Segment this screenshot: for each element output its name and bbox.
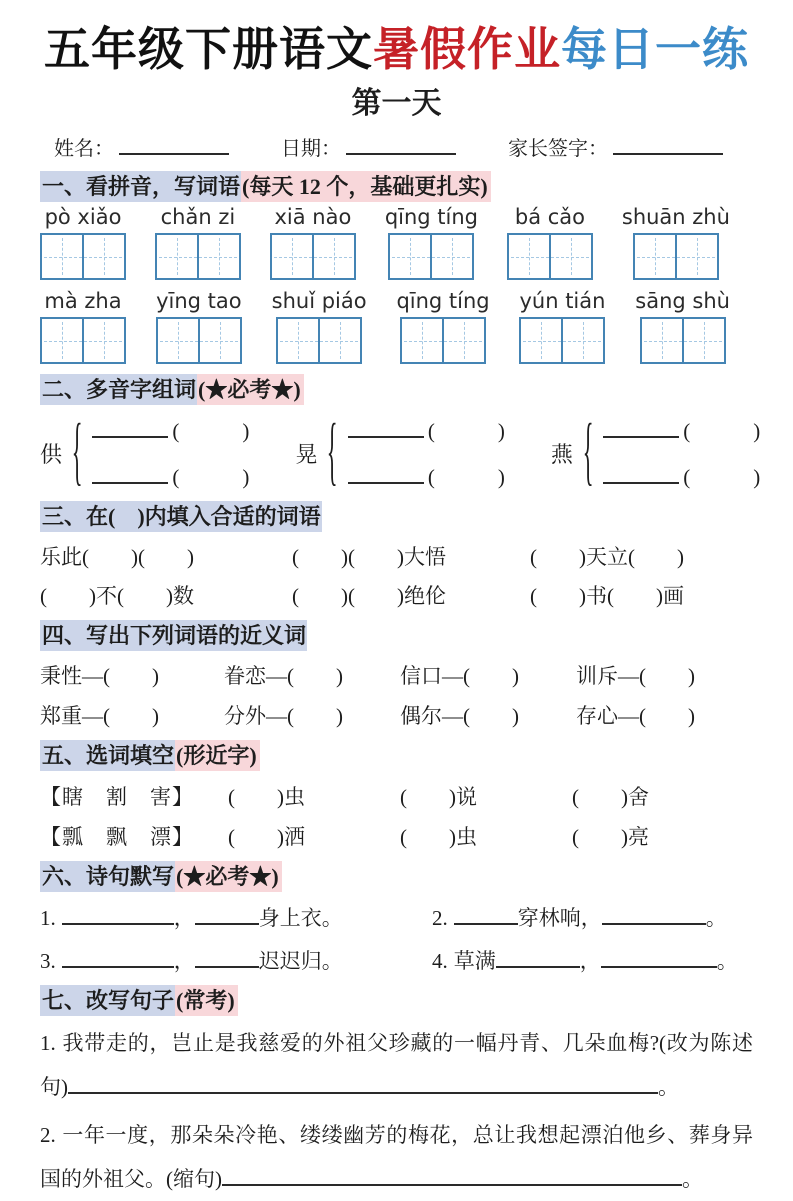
- grid-cell: [158, 319, 200, 362]
- section-2-note: (★必考★): [197, 374, 304, 405]
- answer-line: [603, 415, 760, 445]
- pinyin-word: [519, 290, 605, 364]
- paren-pair: ( ): [172, 419, 250, 444]
- pinyin-word: [635, 290, 730, 364]
- polyphone-row: [40, 409, 761, 494]
- choose-word-item: ( )说: [400, 785, 477, 810]
- writing-grid: [276, 317, 362, 364]
- blank-line: [222, 1171, 682, 1186]
- sentence-end: 。: [682, 1166, 703, 1191]
- synonym-row: [40, 700, 753, 730]
- blank-line: [62, 953, 174, 968]
- pinyin-row-2: [40, 290, 730, 364]
- poem-text: ，: [173, 948, 195, 973]
- grid-cell: [642, 319, 684, 362]
- pinyin-word: [507, 206, 593, 280]
- writing-grid: [400, 317, 486, 364]
- grid-cell: [390, 235, 432, 278]
- section-7-header: [40, 986, 753, 1016]
- title-grade-segment: 五年级下册语文: [44, 23, 373, 75]
- polyphone-lines: [92, 415, 249, 491]
- answer-line: [92, 415, 249, 445]
- blank-line: [68, 1079, 658, 1094]
- blank-line: [601, 953, 717, 968]
- idiom-item: ( )( )大悟: [292, 544, 446, 569]
- pinyin-label: yīng tao: [156, 289, 242, 314]
- item-number: 2.: [40, 1122, 56, 1147]
- synonym-row: [40, 660, 753, 690]
- grid-cell: [272, 235, 314, 278]
- poem-text: ，: [173, 905, 195, 930]
- sentence-text: 一年一度，那朵朵冷艳、缕缕幽芳的梅花，总让我想起漂泊他乡、葬身异国的外祖父。(缩句): [40, 1122, 753, 1191]
- choose-word-item: ( )虫: [400, 825, 477, 850]
- day-subtitle: 第一天: [351, 86, 442, 120]
- item-number: 2.: [432, 905, 448, 930]
- section-5-title: 五、选词填空: [40, 740, 175, 771]
- pinyin-label: bá cǎo: [514, 205, 585, 230]
- pinyin-label: shuān zhù: [621, 205, 730, 230]
- polyphone-group: [40, 409, 250, 494]
- pinyin-word: [396, 290, 489, 364]
- grid-cell: [432, 235, 472, 278]
- brace-glyph: {: [582, 409, 594, 494]
- info-fields: [40, 132, 753, 161]
- blank-line: [496, 953, 580, 968]
- item-number: 3.: [40, 948, 56, 973]
- polyphone-character: 供: [40, 441, 63, 467]
- polyphone-group: [550, 409, 761, 494]
- blank-line: [92, 469, 168, 484]
- section-2-header: [40, 375, 753, 405]
- synonym-item: 信口—( ): [400, 664, 519, 689]
- paren-pair: ( ): [683, 465, 761, 490]
- poem-text: 身上衣。: [258, 905, 343, 930]
- writing-grid: [40, 317, 126, 364]
- pinyin-word: [622, 206, 730, 280]
- pinyin-word: [40, 290, 126, 364]
- title-daily-segment: 每日一练: [561, 23, 749, 75]
- answer-line: [603, 461, 760, 491]
- polyphone-lines: [348, 415, 505, 491]
- name-field: [54, 132, 229, 161]
- synonym-item: 偶尔—( ): [400, 704, 519, 729]
- blank-line: [92, 423, 168, 438]
- choose-word-item: ( )虫: [228, 785, 305, 810]
- poem-text: 。: [705, 905, 727, 930]
- poem-text: 穿林响，: [517, 905, 602, 930]
- paren-pair: ( ): [427, 419, 505, 444]
- section-7-note: (常考): [175, 985, 238, 1016]
- paren-pair: ( ): [427, 465, 505, 490]
- grid-cell: [509, 235, 551, 278]
- pinyin-label: pò xiǎo: [44, 205, 122, 230]
- pinyin-label: chǎn zi: [160, 205, 236, 230]
- section-6-header: [40, 862, 753, 892]
- poem-text: 。: [716, 948, 738, 973]
- page-title: [40, 24, 753, 76]
- date-label: 日期：: [281, 137, 341, 160]
- section-6-note: (★必考★): [175, 861, 282, 892]
- writing-grid: [156, 317, 242, 364]
- pinyin-word: [272, 290, 367, 364]
- grid-cell: [684, 319, 724, 362]
- signature-blank-line: [613, 140, 723, 155]
- choose-word-item: ( )亮: [572, 825, 649, 850]
- paren-pair: ( ): [172, 465, 250, 490]
- item-number: 1.: [40, 1030, 56, 1055]
- grid-cell: [521, 319, 563, 362]
- choose-word-item: ( )舍: [572, 785, 649, 810]
- blank-line: [62, 910, 174, 925]
- grid-cell: [677, 235, 717, 278]
- pinyin-label: qīng tíng: [384, 205, 478, 230]
- pinyin-word: [385, 206, 478, 280]
- writing-grid: [519, 317, 605, 364]
- sentence-text: 我带走的，岂止是我慈爱的外祖父珍藏的一幅丹青、几朵血梅?(改为陈述句): [40, 1030, 753, 1099]
- idiom-item: ( )( )绝伦: [292, 583, 446, 608]
- grid-cell: [320, 319, 360, 362]
- pinyin-label: yún tián: [519, 289, 606, 314]
- title-homework-segment: 暑假作业: [373, 23, 561, 75]
- poem-item: [40, 902, 432, 932]
- poem-item: [40, 945, 432, 975]
- writing-grid: [633, 233, 719, 280]
- section-4-title: 四、写出下列词语的近义词: [40, 620, 307, 651]
- choose-word-item: ( )洒: [228, 825, 305, 850]
- paren-pair: ( ): [683, 419, 761, 444]
- item-number: 1.: [40, 905, 56, 930]
- polyphone-character: 燕: [550, 441, 573, 467]
- choose-word-row: [40, 781, 753, 811]
- answer-line: [92, 461, 249, 491]
- poem-item: [432, 945, 753, 975]
- pinyin-label: shuǐ piáo: [271, 289, 367, 314]
- date-field: [281, 132, 456, 161]
- grid-cell: [84, 235, 124, 278]
- writing-grid: [507, 233, 593, 280]
- section-2-title: 二、多音字组词: [40, 374, 197, 405]
- answer-line: [348, 415, 505, 445]
- writing-grid: [40, 233, 126, 280]
- grid-cell: [157, 235, 199, 278]
- pinyin-label: sāng shù: [635, 289, 730, 314]
- grid-cell: [42, 235, 84, 278]
- blank-line: [454, 910, 518, 925]
- writing-grid: [388, 233, 474, 280]
- signature-field: [508, 132, 723, 161]
- blank-line: [603, 423, 679, 438]
- grid-cell: [402, 319, 444, 362]
- sentence-end: 。: [658, 1074, 679, 1099]
- poem-items: [40, 902, 753, 975]
- pinyin-word: [155, 206, 241, 280]
- pinyin-row-1: [40, 206, 730, 280]
- item-number: 4.: [432, 948, 448, 973]
- polyphone-lines: [603, 415, 760, 491]
- grid-cell: [278, 319, 320, 362]
- section-1-note: (每天 12 个，基础更扎实): [241, 171, 491, 202]
- pinyin-word: [40, 206, 126, 280]
- brace-glyph: {: [71, 409, 83, 494]
- grid-cell: [635, 235, 677, 278]
- poem-text: 草满: [453, 948, 496, 973]
- writing-grid: [640, 317, 726, 364]
- poem-text: ，: [579, 948, 601, 973]
- blank-line: [348, 469, 424, 484]
- synonym-item: 眷恋—( ): [224, 664, 343, 689]
- synonym-item: 训斥—( ): [576, 664, 695, 689]
- grid-cell: [199, 235, 239, 278]
- name-label: 姓名：: [54, 137, 114, 160]
- synonym-item: 秉性—( ): [40, 664, 159, 689]
- idiom-item: ( )不( )数: [40, 583, 194, 608]
- blank-line: [348, 423, 424, 438]
- polyphone-group: [295, 409, 505, 494]
- pinyin-word: [270, 206, 356, 280]
- section-3-title: 三、在( )内填入合适的词语: [40, 501, 322, 532]
- rewrite-item: [40, 1113, 753, 1201]
- section-5-header: [40, 741, 753, 771]
- pinyin-label: xiā nào: [274, 205, 352, 230]
- section-1-title: 一、看拼音，写词语: [40, 171, 241, 202]
- idiom-item: 乐此( )( ): [40, 544, 194, 569]
- grid-cell: [314, 235, 354, 278]
- blank-line: [195, 910, 259, 925]
- answer-line: [348, 461, 505, 491]
- idiom-item: ( )书( )画: [530, 583, 684, 608]
- choose-word-row: [40, 821, 753, 851]
- candidate-characters: 【瓢 飘 漂】: [40, 825, 194, 850]
- blank-line: [602, 910, 706, 925]
- idiom-row: [40, 580, 753, 610]
- candidate-characters: 【瞎 割 害】: [40, 785, 194, 810]
- section-3-header: [40, 502, 753, 532]
- poem-text: 迟迟归。: [258, 948, 343, 973]
- writing-grid: [270, 233, 356, 280]
- idiom-row: [40, 541, 753, 571]
- poem-item: [432, 902, 753, 932]
- section-4-header: [40, 621, 753, 651]
- grid-cell: [551, 235, 591, 278]
- pinyin-word: [156, 290, 242, 364]
- idiom-item: ( )天立( ): [530, 544, 684, 569]
- pinyin-label: mà zha: [44, 289, 122, 314]
- grid-cell: [444, 319, 484, 362]
- writing-grid: [155, 233, 241, 280]
- section-1-header: [40, 172, 753, 202]
- synonym-item: 存心—( ): [576, 704, 695, 729]
- section-7-title: 七、改写句子: [40, 985, 175, 1016]
- pinyin-label: qīng tíng: [396, 289, 490, 314]
- synonym-item: 郑重—( ): [40, 704, 159, 729]
- grid-cell: [563, 319, 603, 362]
- grid-cell: [84, 319, 124, 362]
- blank-line: [195, 953, 259, 968]
- polyphone-character: 晃: [295, 441, 318, 467]
- synonym-item: 分外—( ): [224, 704, 343, 729]
- section-6-title: 六、诗句默写: [40, 861, 175, 892]
- date-blank-line: [346, 140, 456, 155]
- grid-cell: [42, 319, 84, 362]
- brace-glyph: {: [327, 409, 339, 494]
- signature-label: 家长签字：: [508, 137, 608, 160]
- name-blank-line: [119, 140, 229, 155]
- section-5-note: (形近字): [175, 740, 260, 771]
- rewrite-item: [40, 1021, 753, 1109]
- blank-line: [603, 469, 679, 484]
- grid-cell: [200, 319, 240, 362]
